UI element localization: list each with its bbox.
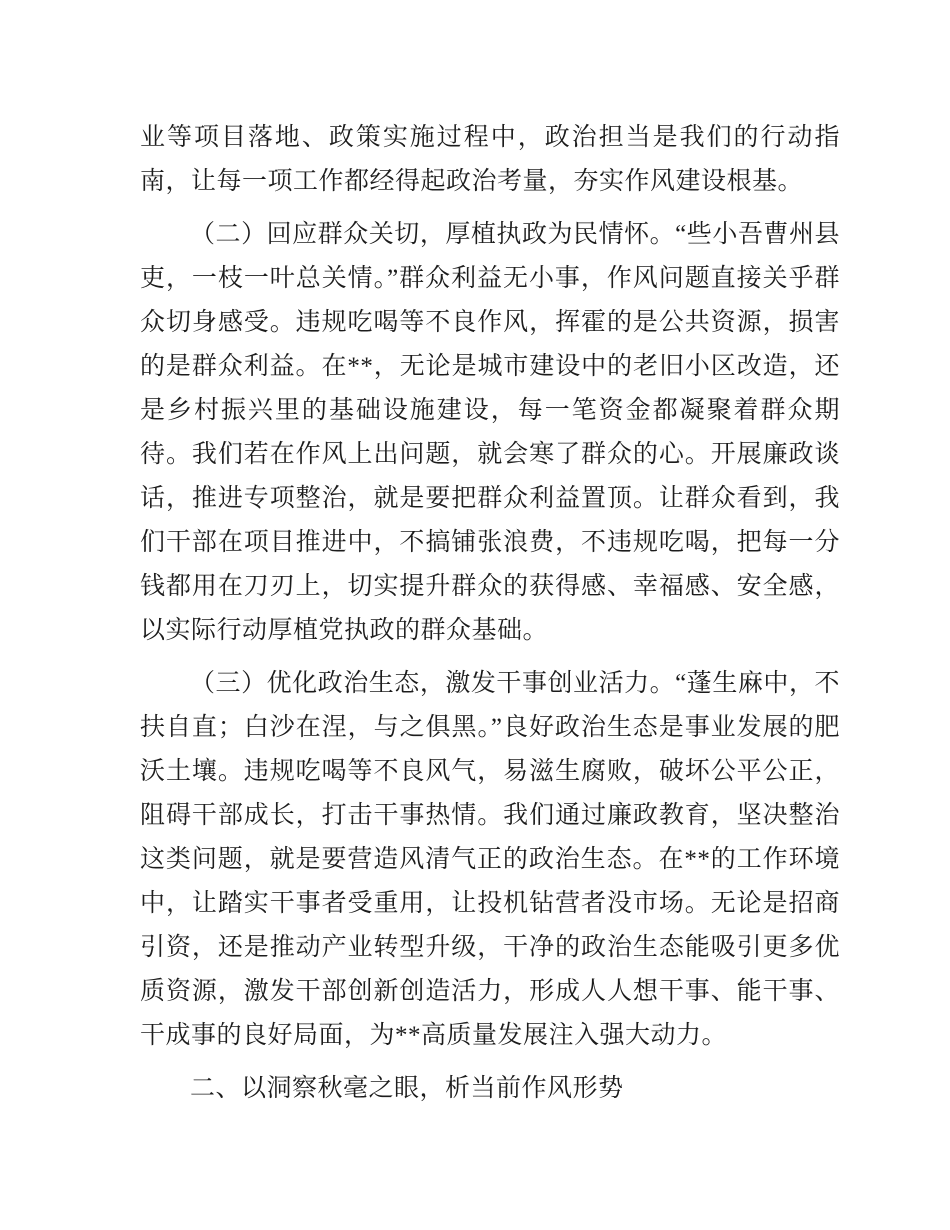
paragraph-section-three: （三）优化政治生态，激发干事创业活力。“蓬生麻中，不扶自直；白沙在涅，与之俱黑。”良好政治生态是事业发展的肥沃土壤。违规吃喝等不良风气，易滋生腐败，破坏公平公正，阻碍干部成长，打击干事热情。我们通过廉政教育，坚决整治这类问题，就是要营造风清气正的政治生态。在**的工作环境中，让踏实干事者受重用，让投机钻营者没市场。无论是招商引资，还是推动产业转型升级，干净的政治生态能吸引更多优质资源，激发干部创新创造活力，形成人人想干事、能干事、干成事的良好局面，为**高质量发展注入强大动力。	[140, 670, 840, 1049]
paragraph-section-two: （二）回应群众关切，厚植执政为民情怀。“些小吾曹州县吏，一枝一叶总关情。”群众利益无小事，作风问题直接关乎群众切身感受。违规吃喝等不良作风，挥霍的是公共资源，损害的是群众利益。在**，无论是城市建设中的老旧小区改造，还是乡村振兴里的基础设施建设，每一笔资金都凝聚着群众期待。我们若在作风上出问题，就会寒了群众的心。开展廉政谈话，推进专项整治，就是要把群众利益置顶。让群众看到，我们干部在项目推进中，不搞铺张浪费，不违规吃喝，把每一分钱都用在刀刃上，切实提升群众的获得感、幸福感、安全感，以实际行动厚植党执政的群众基础。	[140, 221, 840, 644]
paragraph-continuation: 业等项目落地、政策实施过程中，政治担当是我们的行动指南，让每一项工作都经得起政治考量，夯实作风建设根基。	[140, 124, 840, 195]
section-heading-two: 二、以洞察秋毫之眼，析当前作风形势	[190, 1075, 624, 1102]
document-body	[140, 116, 840, 1111]
